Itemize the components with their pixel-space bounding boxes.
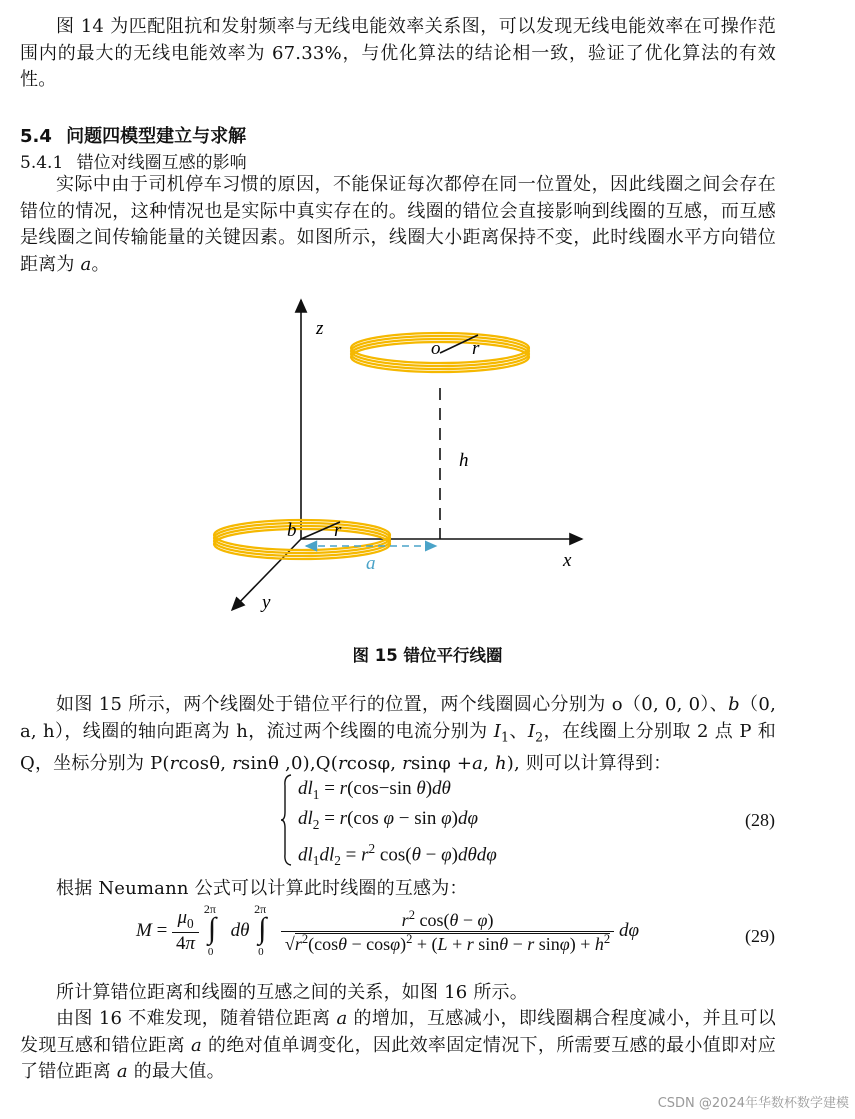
section-title: 问题四模型建立与求解 bbox=[66, 126, 247, 147]
equation-28-line2: $dl_2 = r(\cos$ φ − sin φ)dφ bbox=[298, 808, 478, 832]
subsection-title: 错位对线圈互感的影响 bbox=[76, 153, 247, 173]
equation-28-line1: $dl_1 = r(\cos-\sin$ θ)dθ bbox=[298, 778, 451, 802]
section-number: 5.4 bbox=[20, 126, 52, 147]
intro-end: 。 bbox=[91, 253, 110, 275]
label-y: y bbox=[262, 592, 271, 613]
figure-misaligned-coils bbox=[0, 292, 855, 632]
equation-29-number: (29) bbox=[745, 926, 775, 946]
paragraph-misalignment-intro bbox=[20, 172, 776, 278]
subsection-number: 5.4.1 bbox=[20, 153, 64, 173]
label-a: a bbox=[366, 553, 376, 574]
paragraph-figure16-analysis: 由图 16 不难发现，随着错位距离 a 的增加，互感减小，即线圈耦合程度减小，并且可以发现互感和错位距离 a 的绝对值单调变化，因此效率固定情况下，所需要互感的最小值即对应了错位距离 a 的最大值。 bbox=[20, 1008, 776, 1082]
equation-28-brace bbox=[280, 774, 292, 866]
equation-28-number: (28) bbox=[745, 810, 775, 830]
intro-variable-a: a bbox=[80, 253, 92, 275]
intro-text: 实际中由于司机停车习惯的原因，不能保证每次都停在同一位置处，因此线圈之间会存在错位的情况，这种情况也是实际中真实存在的。线圈的错位会直接影响到线圈的互感，而互感是线圈之间传输能量的关键因素。如图所示，线圈大小距离保持不变，此时线圈水平方向错位距离为 bbox=[20, 174, 776, 275]
paragraph-figure14-summary: 图 14 为匹配阻抗和发射频率与无线电能效率关系图，可以发现无线电能效率在可操作范围内的最大的无线电能效率为 67.33%，与优化算法的结论相一致，验证了优化算法的有效性。 bbox=[20, 16, 776, 90]
watermark: CSDN @2024年华数杯数学建模 bbox=[657, 1096, 849, 1111]
equation-29: M = $\frac{\mu_0}{4\pi}$ 2π ∫ 0 dθ 2π ∫ 0 $\frac{r^2 \cos(\theta - \varphi)}{√r^2(\cos\theta - \cos\varphi)^2 + (L + r \sin\theta - r \sin\varphi) + h^2}$ dφ bbox=[136, 902, 639, 958]
subsection-heading bbox=[20, 148, 247, 173]
label-b: b bbox=[287, 520, 297, 541]
figure-caption: 图 15 错位平行线圈 bbox=[352, 646, 503, 665]
paragraph-neumann: 根据 Neumann 公式可以计算此时线圈的互感为： bbox=[56, 878, 468, 899]
label-o: o bbox=[431, 338, 441, 359]
section-heading bbox=[20, 122, 246, 148]
equation-28-line3: $dl_1dl_2 = r^2$ cos(θ − φ)dθdφ bbox=[298, 841, 497, 869]
label-x: x bbox=[563, 550, 572, 571]
paragraph-setup: 如图 15 所示，两个线圈处于错位平行的位置，两个线圈圆心分别为 o（0, 0, 0）、b（0, a, h），线圈的轴向距离为 h，流过两个线圈的电流分别为 $I_1$、$I_2$，在线圈上分别取 2 点 P 和 Q，坐标分别为 P(rcosθ, rsinθ ,0),Q(rcosφ, rsinφ +a, h), 则可以计算得到： bbox=[20, 694, 776, 774]
label-z: z bbox=[316, 318, 324, 339]
label-h: h bbox=[459, 450, 469, 471]
label-r-bottom: r bbox=[334, 520, 342, 541]
paragraph-relation: 所计算错位距离和线圈的互感之间的关系，如图 16 所示。 bbox=[56, 982, 528, 1003]
label-r-top: r bbox=[472, 338, 480, 359]
